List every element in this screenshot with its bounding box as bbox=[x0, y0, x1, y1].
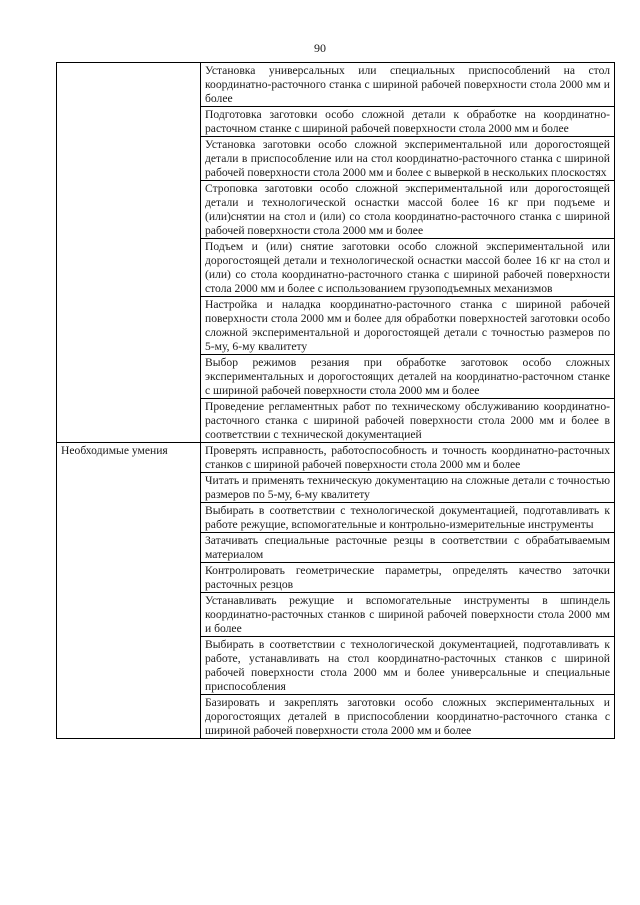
requirements-table bbox=[56, 62, 615, 739]
table-cell: Выбирать в соответствии с технологической документацией, подготавливать к работе режущие, вспомогательные и контрольно-измерительные инструменты bbox=[201, 503, 615, 533]
table-cell: Проведение регламентных работ по техническому обслуживанию координатно-расточного станка с шириной рабочей поверхности стола 2000 мм и более в соответствии с технической документацией bbox=[201, 399, 615, 443]
table-cell: Проверять исправность, работоспособность и точность координатно-расточных станков с шириной рабочей поверхности стола 2000 мм и более bbox=[201, 443, 615, 473]
table-cell: Установка универсальных или специальных приспособлений на стол координатно-расточного станка с шириной рабочей поверхности стола 2000 мм и более bbox=[201, 63, 615, 107]
row-group-label bbox=[57, 63, 201, 443]
table-cell: Подъем и (или) снятие заготовки особо сложной экспериментальной или дорогостоящей детали и технологической оснастки массой более 16 кг на стол и (или) со стола координатно-расточного станка с шириной рабочей поверхности стола 2000 мм и более с использованием грузоподъемных механизмов bbox=[201, 239, 615, 297]
table-cell: Строповка заготовки особо сложной экспериментальной или дорогостоящей детали и технологической оснастки массой более 16 кг при подъеме и (или)снятии на стол и (или) со стола координатно-расточного станка с шириной рабочей поверхности стола 2000 мм и более bbox=[201, 181, 615, 239]
table-row bbox=[57, 63, 615, 107]
table-cell: Подготовка заготовки особо сложной детали к обработке на координатно-расточном станке с шириной рабочей поверхности стола 2000 мм и более bbox=[201, 107, 615, 137]
table-row bbox=[57, 443, 615, 473]
table-cell: Читать и применять техническую документацию на сложные детали с точностью размеров по 5-му, 6-му квалитету bbox=[201, 473, 615, 503]
table-cell: Выбор режимов резания при обработке заготовок особо сложных экспериментальных и дорогостоящих деталей на координатно-расточном станке с шириной рабочей поверхности стола 2000 мм и более bbox=[201, 355, 615, 399]
table-cell: Выбирать в соответствии с технологической документацией, подготавливать к работе, устанавливать на стол координатно-расточных станков с шириной рабочей поверхности стола 2000 мм и более универсальные и специальные приспособления bbox=[201, 637, 615, 695]
table-cell: Базировать и закреплять заготовки особо сложных экспериментальных и дорогостоящих деталей в приспособлении координатно-расточного станка с шириной рабочей поверхности стола 2000 мм и более bbox=[201, 695, 615, 739]
table-cell: Устанавливать режущие и вспомогательные инструменты в шпиндель координатно-расточных станков с шириной рабочей поверхности стола 2000 мм и более bbox=[201, 593, 615, 637]
table-cell: Настройка и наладка координатно-расточного станка с шириной рабочей поверхности стола 2000 мм и более для обработки поверхностей заготовки особо сложной экспериментальной и дорогостоящей детали с точностью размеров по 5-му, 6-му квалитету bbox=[201, 297, 615, 355]
page-number: 90 bbox=[314, 41, 326, 55]
table-cell: Установка заготовки особо сложной экспериментальной или дорогостоящей детали в приспособление или на стол координатно-расточного станка с шириной рабочей поверхности стола 2000 мм и более с выверкой в нескольких плоскостях bbox=[201, 137, 615, 181]
table-cell: Затачивать специальные расточные резцы в соответствии с обрабатываемым материалом bbox=[201, 533, 615, 563]
row-group-label: Необходимые умения bbox=[57, 443, 201, 739]
table-cell: Контролировать геометрические параметры, определять качество заточки расточных резцов bbox=[201, 563, 615, 593]
